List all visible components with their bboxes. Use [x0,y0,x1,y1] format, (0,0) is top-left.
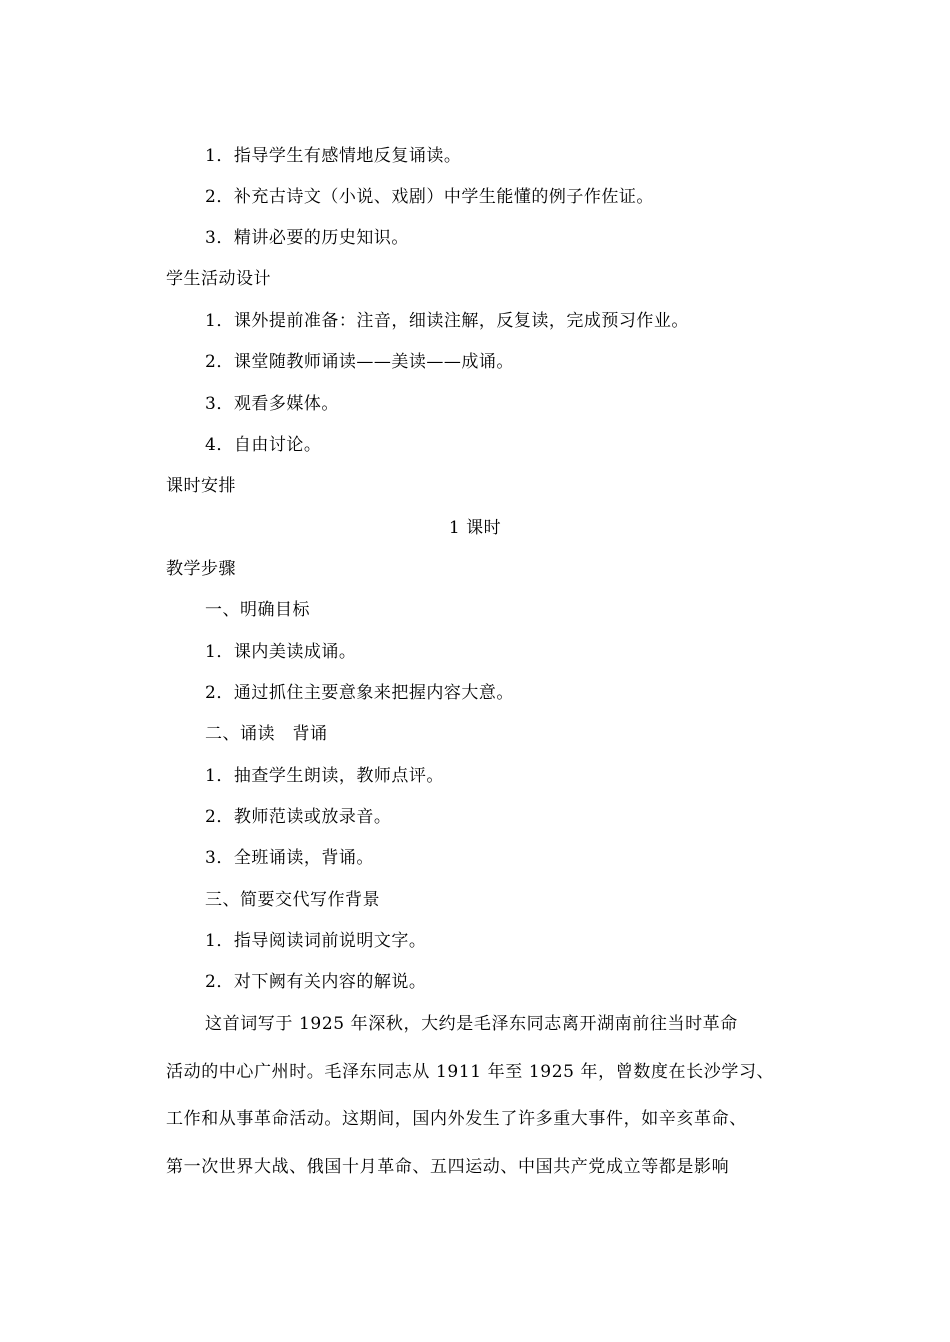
schedule-value: 1 课时 [448,518,502,538]
guidance-item-1: 1．指导学生有感情地反复诵读。 [205,146,462,166]
student-activity-heading: 学生活动设计 [166,269,271,289]
step-section-1-item-1: 1．课内美读成诵。 [205,642,357,662]
step-section-1-item-2: 2．通过抓住主要意象来把握内容大意。 [205,683,514,703]
step-section-1-title: 一、明确目标 [205,600,310,620]
background-paragraph-line-2: 活动的中心广州时。毛泽东同志从 1911 年至 1925 年，曾数度在长沙学习、 [166,1062,775,1082]
step-section-3-item-2: 2．对下阙有关内容的解说。 [205,972,427,992]
steps-heading: 教学步骤 [166,559,236,579]
student-activity-item-2: 2．课堂随教师诵读——美读——成诵。 [205,352,514,372]
student-activity-item-3: 3．观看多媒体。 [205,394,339,414]
background-paragraph-line-3: 工作和从事革命活动。这期间，国内外发生了许多重大事件，如辛亥革命、 [166,1109,747,1129]
guidance-item-2: 2．补充古诗文（小说、戏剧）中学生能懂的例子作佐证。 [205,187,654,207]
guidance-item-3: 3．精讲必要的历史知识。 [205,228,409,248]
step-section-2-item-1: 1．抽查学生朗读，教师点评。 [205,766,444,786]
step-section-2-title: 二、诵读 背诵 [205,724,328,744]
step-section-2-item-2: 2．教师范读或放录音。 [205,807,392,827]
step-section-2-item-3: 3．全班诵读，背诵。 [205,848,374,868]
background-paragraph-line-1: 这首词写于 1925 年深秋，大约是毛泽东同志离开湖南前往当时革命 [205,1014,738,1034]
schedule-heading: 课时安排 [166,476,236,496]
student-activity-item-4: 4．自由讨论。 [205,435,322,455]
student-activity-item-1: 1．课外提前准备：注音，细读注解，反复读，完成预习作业。 [205,311,689,331]
background-paragraph-line-4: 第一次世界大战、俄国十月革命、五四运动、中国共产党成立等都是影响 [166,1157,730,1177]
step-section-3-item-1: 1．指导阅读词前说明文字。 [205,931,427,951]
step-section-3-title: 三、简要交代写作背景 [205,890,380,910]
